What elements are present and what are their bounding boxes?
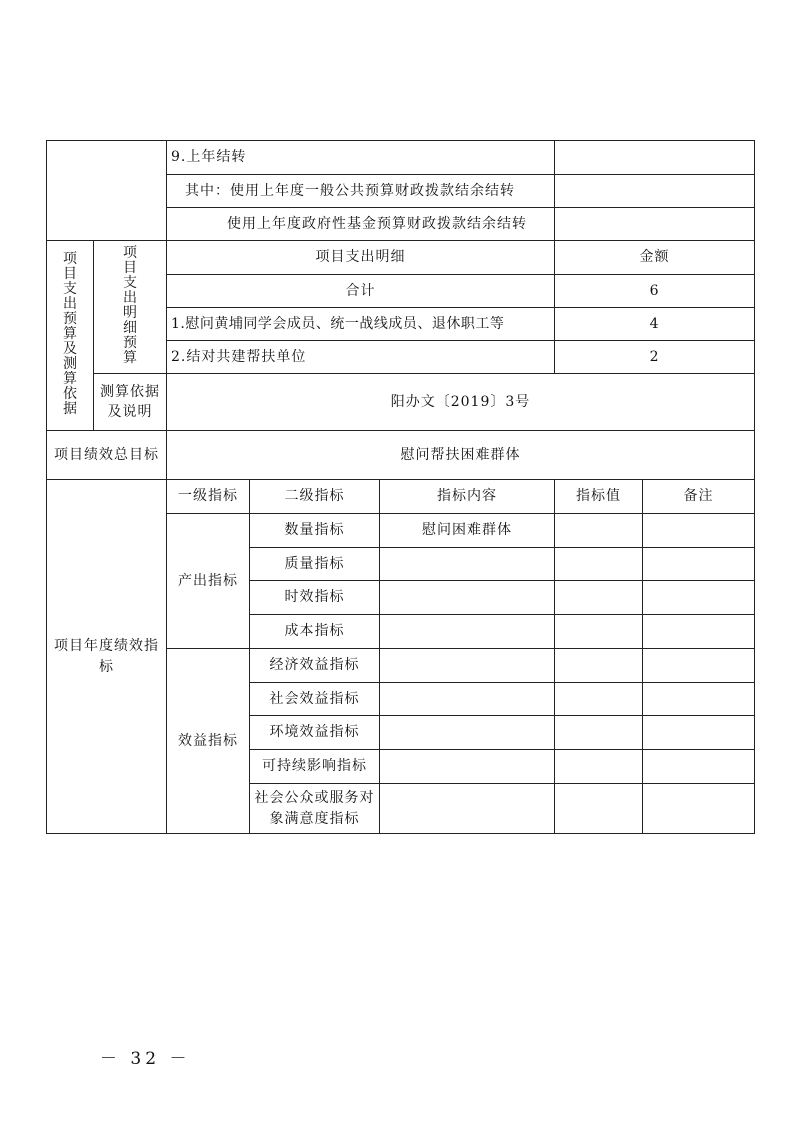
performance-goal-label: 项目绩效总目标 bbox=[47, 431, 167, 480]
indicator-name: 质量指标 bbox=[250, 548, 380, 581]
expenditure-item-amount: 2 bbox=[555, 341, 755, 374]
indicator-name: 经济效益指标 bbox=[250, 649, 380, 683]
indicator-value bbox=[555, 649, 643, 683]
indicator-content: 慰问困难群体 bbox=[380, 514, 555, 548]
indicator-remarks bbox=[643, 683, 755, 716]
carryover-item9-amount bbox=[555, 141, 755, 175]
indicator-content bbox=[380, 615, 555, 649]
indicator-value bbox=[555, 750, 643, 784]
indicator-name: 社会公众或服务对象满意度指标 bbox=[250, 784, 380, 834]
indicator-value bbox=[555, 683, 643, 716]
indicators-section-label: 项目年度绩效指标 bbox=[47, 480, 167, 834]
header-remarks: 备注 bbox=[643, 480, 755, 514]
page-number: － 32 － bbox=[100, 1049, 191, 1069]
indicator-remarks bbox=[643, 581, 755, 615]
expenditure-item-amount: 4 bbox=[555, 308, 755, 341]
expenditure-section-label: 项目支出预算及测算依据 bbox=[47, 241, 94, 431]
carryover-fund: 使用上年度政府性基金预算财政拨款结余结转 bbox=[167, 208, 555, 241]
indicator-name: 环境效益指标 bbox=[250, 716, 380, 750]
indicator-remarks bbox=[643, 716, 755, 750]
indicator-name: 数量指标 bbox=[250, 514, 380, 548]
indicator-content bbox=[380, 548, 555, 581]
carryover-general-amount bbox=[555, 175, 755, 208]
expenditure-header-detail: 项目支出明细 bbox=[167, 241, 555, 275]
header-level2: 二级指标 bbox=[250, 480, 380, 514]
indicator-remarks bbox=[643, 615, 755, 649]
indicator-content bbox=[380, 581, 555, 615]
indicator-value bbox=[555, 615, 643, 649]
indicator-remarks bbox=[643, 750, 755, 784]
header-value: 指标值 bbox=[555, 480, 643, 514]
indicator-name: 时效指标 bbox=[250, 581, 380, 615]
expenditure-header-amount: 金额 bbox=[555, 241, 755, 275]
carryover-fund-amount bbox=[555, 208, 755, 241]
indicator-value bbox=[555, 514, 643, 548]
indicator-content bbox=[380, 716, 555, 750]
carryover-general: 其中：使用上年度一般公共预算财政拨款结余结转 bbox=[167, 175, 555, 208]
header-content: 指标内容 bbox=[380, 480, 555, 514]
indicator-content bbox=[380, 649, 555, 683]
indicator-remarks bbox=[643, 514, 755, 548]
budget-table bbox=[46, 140, 755, 834]
indicator-remarks bbox=[643, 784, 755, 834]
expenditure-item-name: 2.结对共建帮扶单位 bbox=[167, 341, 555, 374]
indicator-name: 可持续影响指标 bbox=[250, 750, 380, 784]
indicator-value bbox=[555, 784, 643, 834]
indicator-name: 成本指标 bbox=[250, 615, 380, 649]
indicator-remarks bbox=[643, 649, 755, 683]
indicator-value bbox=[555, 548, 643, 581]
header-level1: 一级指标 bbox=[167, 480, 250, 514]
performance-goal-value: 慰问帮扶困难群体 bbox=[167, 431, 755, 480]
expenditure-total-label: 合计 bbox=[167, 275, 555, 308]
indicator-name: 社会效益指标 bbox=[250, 683, 380, 716]
benefit-indicator-label: 效益指标 bbox=[167, 649, 250, 834]
expenditure-detail-label: 项目支出明细预算 bbox=[94, 241, 167, 374]
basis-value: 阳办文〔2019〕3号 bbox=[167, 374, 755, 431]
expenditure-total-amount: 6 bbox=[555, 275, 755, 308]
indicator-content bbox=[380, 750, 555, 784]
indicator-content bbox=[380, 683, 555, 716]
indicator-value bbox=[555, 581, 643, 615]
indicator-value bbox=[555, 716, 643, 750]
indicator-remarks bbox=[643, 548, 755, 581]
carryover-blank-cell bbox=[47, 141, 167, 241]
basis-label: 测算依据及说明 bbox=[94, 374, 167, 431]
expenditure-item-name: 1.慰问黄埔同学会成员、统一战线成员、退休职工等 bbox=[167, 308, 555, 341]
output-indicator-label: 产出指标 bbox=[167, 514, 250, 649]
carryover-item9: 9.上年结转 bbox=[167, 141, 555, 175]
indicator-content bbox=[380, 784, 555, 834]
